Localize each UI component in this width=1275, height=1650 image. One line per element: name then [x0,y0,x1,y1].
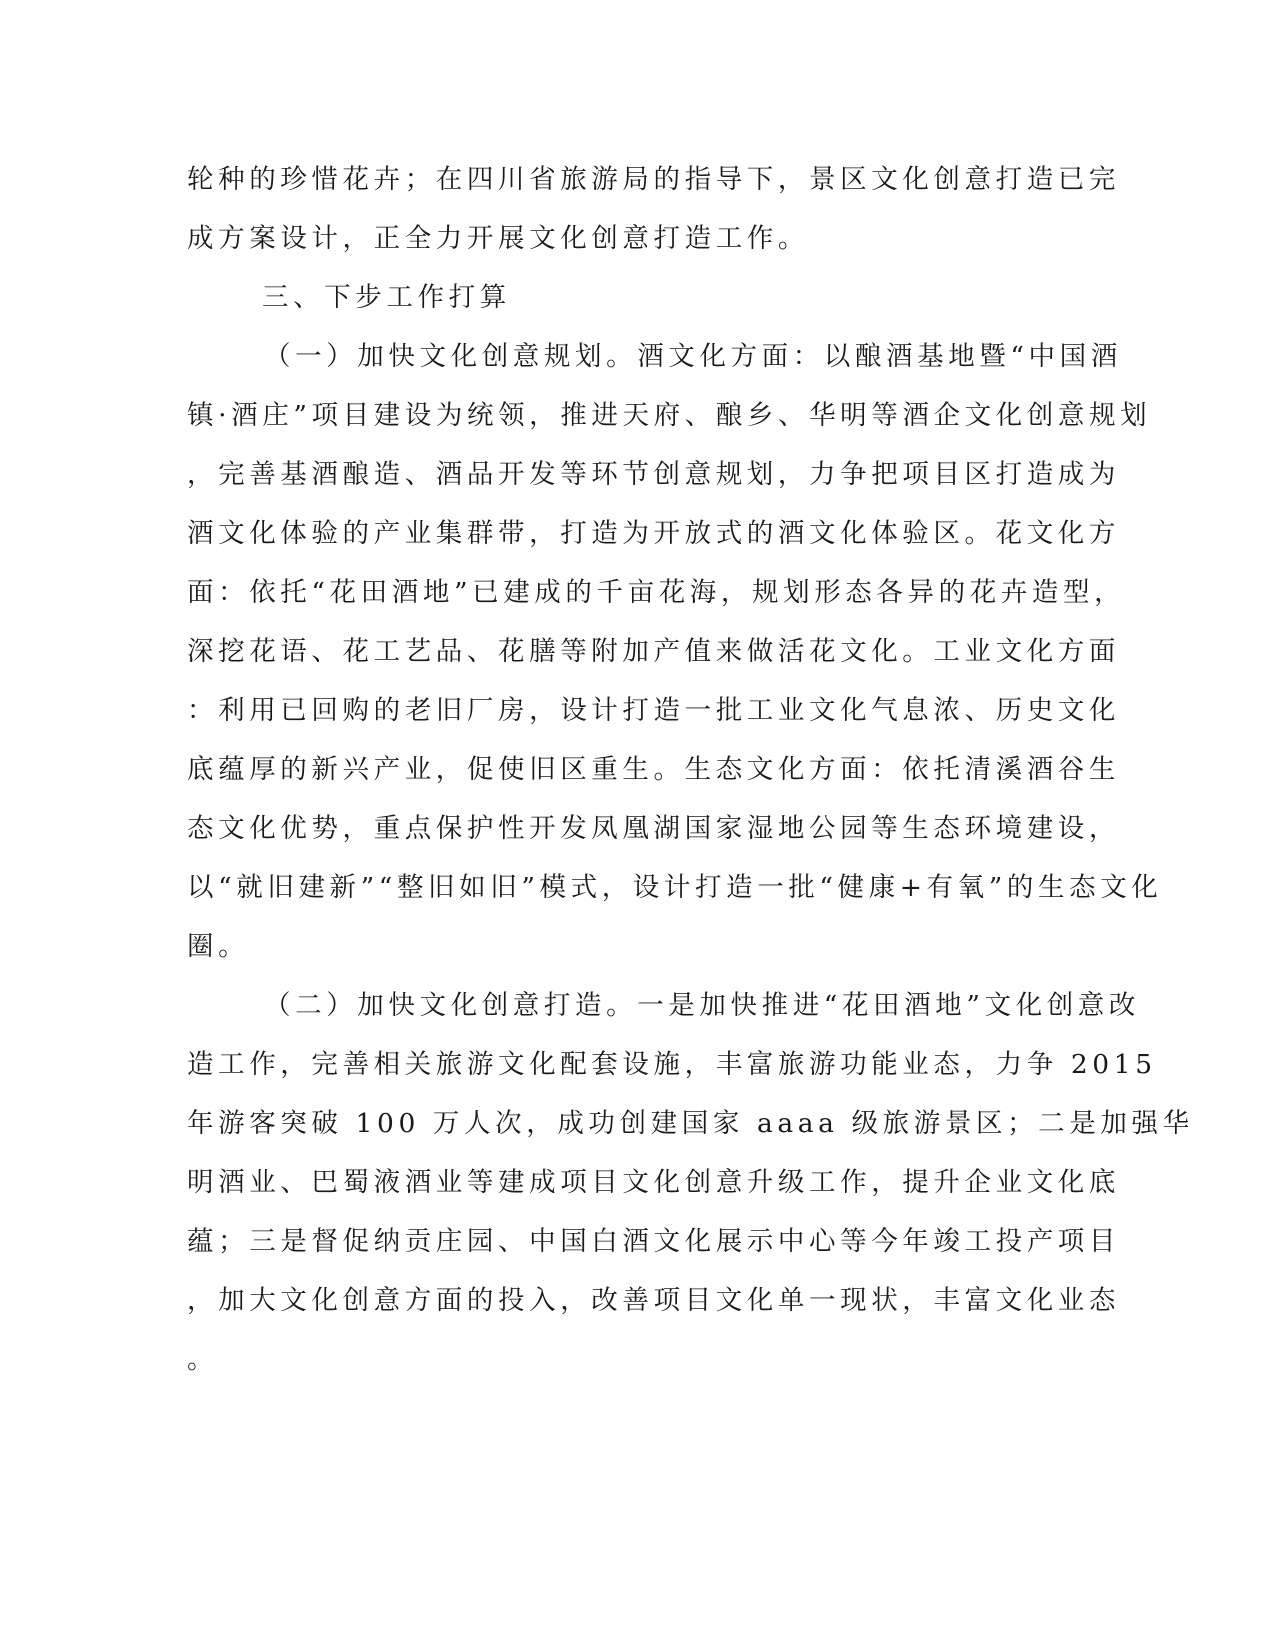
text-line: ，完善基酒酿造、酒品开发等环节创意规划，力争把项目区打造成为 [187,459,1120,490]
text-line: 年游客突破 100 万人次，成功创建国家 aaaa 级旅游景区；二是加强华 [187,1108,1194,1139]
text-line: 。 [187,1344,219,1375]
text-line: 明酒业、巴蜀液酒业等建成项目文化创意升级工作，提升企业文化底 [187,1167,1120,1198]
text-line: ：利用已回购的老旧厂房，设计打造一批工业文化气息浓、历史文化 [187,695,1120,726]
paragraph-start: （二）加快文化创意打造。一是加快推进“花田酒地”文化创意改 [264,990,1140,1021]
text-line: 造工作，完善相关旅游文化配套设施，丰富旅游功能业态，力争 2015 [187,1049,1157,1080]
text-line: 成方案设计，正全力开展文化创意打造工作。 [187,223,809,254]
section-heading: 三、下步工作打算 [262,282,511,313]
text-line: 圈。 [187,931,250,962]
text-line: 以“就旧建新”“整旧如旧”模式，设计打造一批“健康+有氧”的生态文化 [187,872,1163,903]
text-line: 轮种的珍惜花卉；在四川省旅游局的指导下，景区文化创意打造已完 [187,164,1120,195]
text-line: 蕴；三是督促纳贡庄园、中国白酒文化展示中心等今年竣工投产项目 [187,1226,1120,1257]
text-line: ，加大文化创意方面的投入，改善项目文化单一现状，丰富文化业态 [187,1285,1120,1316]
text-line: 态文化优势，重点保护性开发凤凰湖国家湿地公园等生态环境建设， [187,813,1120,844]
text-line: 底蕴厚的新兴产业，促使旧区重生。生态文化方面：依托清溪酒谷生 [187,754,1120,785]
text-line: 镇·酒庄”项目建设为统领，推进天府、酿乡、华明等酒企文化创意规划 [187,400,1152,431]
text-line: 深挖花语、花工艺品、花膳等附加产值来做活花文化。工业文化方面 [187,636,1120,667]
text-line: 酒文化体验的产业集群带，打造为开放式的酒文化体验区。花文化方 [187,518,1120,549]
paragraph-start: （一）加快文化创意规划。酒文化方面：以酿酒基地暨“中国酒 [264,341,1122,372]
text-line: 面：依托“花田酒地”已建成的千亩花海，规划形态各异的花卉造型， [187,577,1126,608]
